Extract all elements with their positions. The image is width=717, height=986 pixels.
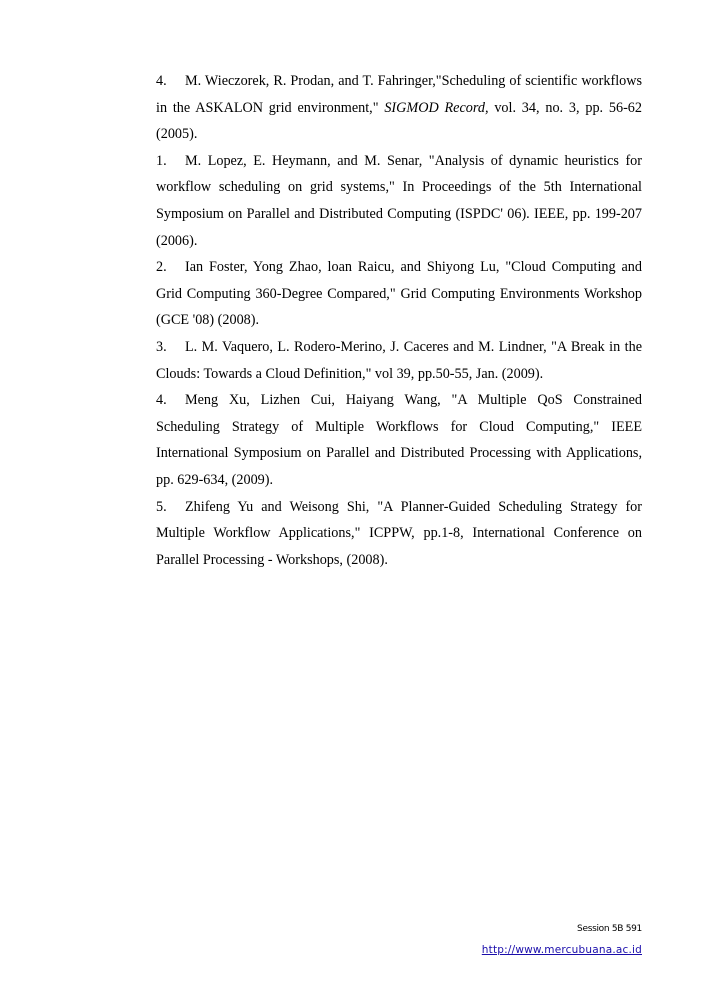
- reference-item: [156, 68, 642, 148]
- reference-journal: SIGMOD Record,: [384, 99, 489, 116]
- page-footer: [482, 920, 642, 961]
- reference-text: Ian Foster, Yong Zhao, loan Raicu, and Shiyong Lu, "Cloud Computing and Grid Computing 360-Degree Compared," Grid Computing Environments Workshop (GCE '08) (2008).: [156, 259, 642, 329]
- reference-number: 4.: [156, 73, 167, 89]
- reference-item: [156, 254, 642, 334]
- reference-number: 4.: [156, 392, 167, 409]
- reference-number: 3.: [156, 338, 167, 355]
- reference-text: Meng Xu, Lizhen Cui, Haiyang Wang, "A Multiple QoS Constrained Scheduling Strategy of Multiple Workflows for Cloud Computing," IEEE International Symposium on Parallel and Distributed Processing with Applications, pp. 629-634, (2009).: [156, 392, 642, 488]
- reference-text: M. Wieczorek, R. Prodan, and T. Fahringer,"Scheduling of scientific workflows in the ASKALON grid environment,": [156, 73, 642, 116]
- reference-number: 2.: [156, 259, 167, 276]
- reference-text: M. Lopez, E. Heymann, and M. Senar, "Analysis of dynamic heuristics for workflow scheduling on grid systems," In Proceedings of the 5th International Symposium on Parallel and Distributed Computing (ISPDC' 06). IEEE, pp. 199-207 (2006).: [156, 152, 642, 249]
- reference-item: [156, 334, 642, 387]
- session-label: Session 5B 591: [577, 924, 642, 934]
- reference-text: Zhifeng Yu and Weisong Shi, "A Planner-Guided Scheduling Strategy for Multiple Workflow Applications," ICPPW, pp.1-8, International Conference on Parallel Processing - Workshops, (2008).: [156, 498, 642, 568]
- reference-number: 5.: [156, 498, 167, 515]
- reference-item: [156, 494, 642, 574]
- university-website-link[interactable]: http://www.mercubuana.ac.id: [481, 944, 642, 956]
- reference-text-tail: vol. 34, no. 3, pp. 56-62 (2005).: [156, 99, 642, 143]
- reference-item: [156, 148, 642, 254]
- reference-list: [156, 68, 642, 573]
- reference-text: L. M. Vaquero, L. Rodero-Merino, J. Caceres and M. Lindner, "A Break in the Clouds: Towards a Cloud Definition," vol 39, pp.50-55, Jan. (2009).: [156, 338, 642, 382]
- reference-item: [156, 387, 642, 493]
- reference-number: 1.: [156, 152, 167, 169]
